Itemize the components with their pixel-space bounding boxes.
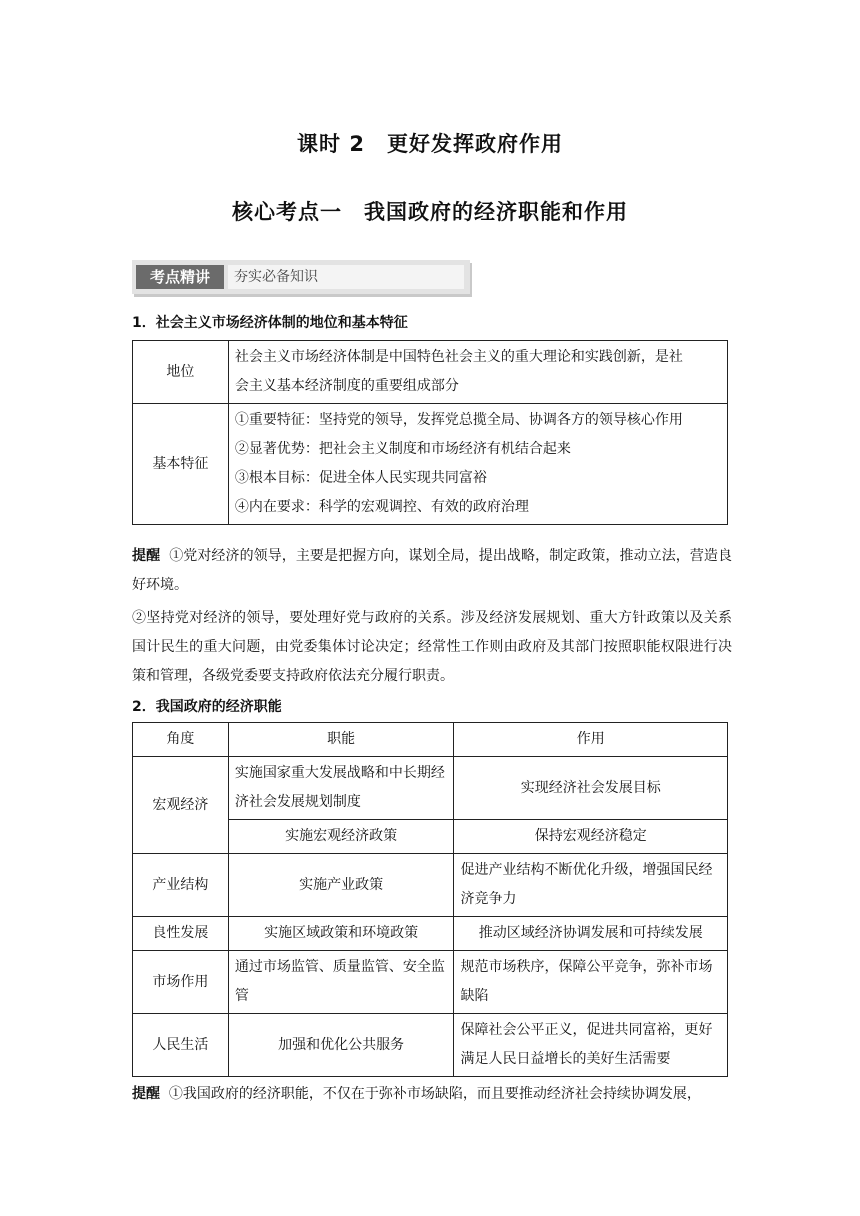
table-header-row	[133, 723, 728, 757]
row-content	[228, 404, 727, 525]
banner-caption: 夯实必备知识	[228, 265, 464, 289]
heading-1: 1．社会主义市场经济体制的地位和基本特征	[132, 315, 408, 331]
table-market-economy	[132, 340, 728, 525]
angle-cell: 产业结构	[133, 854, 229, 917]
section-title: 核心考点一 我国政府的经济职能和作用	[232, 200, 628, 224]
angle-cell: 良性发展	[133, 917, 229, 951]
column-header: 作用	[454, 723, 728, 757]
angle-cell: 人民生活	[133, 1014, 229, 1077]
role-cell: 保持宏观经济稳定	[454, 820, 728, 854]
role-cell: 规范市场秩序，保障公平竞争，弥补市场缺陷	[454, 951, 728, 1014]
role-cell: 推动区域经济协调发展和可持续发展	[454, 917, 728, 951]
tip-text: ①我国政府的经济职能，不仅在于弥补市场缺陷，而且要推动经济社会持续协调发展，	[168, 1086, 701, 1102]
content-line: ②显著优势：把社会主义制度和市场经济有机结合起来	[234, 441, 571, 457]
function-cell: 实施宏观经济政策	[228, 820, 454, 854]
function-cell: 加强和优化公共服务	[228, 1014, 454, 1077]
tip-text: ①党对经济的领导，主要是把握方向，谋划全局，提出战略，制定政策，推动立法，营造良好环境。	[132, 548, 733, 593]
heading-2: 2．我国政府的经济职能	[132, 699, 282, 715]
function-cell: 实施国家重大发展战略和中长期经济社会发展规划制度	[228, 757, 454, 820]
function-cell: 通过市场监管、质量监管、安全监管	[228, 951, 454, 1014]
content-line: 社会主义市场经济体制是中国特色社会主义的重大理论和实践创新，是社	[234, 349, 683, 365]
tip-paragraph-3	[132, 1080, 732, 1109]
angle-cell: 宏观经济	[133, 757, 229, 854]
tip-label: 提醒	[132, 548, 161, 564]
column-header: 职能	[228, 723, 454, 757]
lesson-title: 课时 2 更好发挥政府作用	[297, 132, 563, 156]
row-label: 地位	[133, 341, 229, 404]
content-line: ①重要特征：坚持党的领导，发挥党总揽全局、协调各方的领导核心作用	[234, 412, 683, 428]
function-cell: 实施产业政策	[228, 854, 454, 917]
table-row	[133, 1014, 728, 1077]
tip-label: 提醒	[132, 1086, 160, 1102]
content-line: 会主义基本经济制度的重要组成部分	[234, 378, 459, 394]
tip-paragraph-1	[132, 542, 732, 600]
function-cell: 实施区域政策和环境政策	[228, 917, 454, 951]
table-row	[133, 341, 728, 404]
row-label: 基本特征	[133, 404, 229, 525]
column-header: 角度	[133, 723, 229, 757]
section-banner	[132, 260, 470, 294]
table-row	[133, 917, 728, 951]
table-row	[133, 854, 728, 917]
content-line: ④内在要求：科学的宏观调控、有效的政府治理	[234, 499, 529, 515]
content-line: ③根本目标：促进全体人民实现共同富裕	[234, 470, 487, 486]
angle-cell: 市场作用	[133, 951, 229, 1014]
banner-label: 考点精讲	[136, 265, 224, 289]
role-cell: 保障社会公平正义，促进共同富裕，更好满足人民日益增长的美好生活需要	[454, 1014, 728, 1077]
role-cell: 实现经济社会发展目标	[454, 757, 728, 820]
table-row	[133, 951, 728, 1014]
table-economic-functions	[132, 722, 728, 1077]
row-content	[228, 341, 727, 404]
table-row	[133, 757, 728, 820]
tip-paragraph-2: ②坚持党对经济的领导，要处理好党与政府的关系。涉及经济发展规划、重大方针政策以及关系国计民生的重大问题，由党委集体讨论决定；经常性工作则由政府及其部门按照职能权限进行决策和管理，各级党委要支持政府依法充分履行职责。	[132, 610, 732, 684]
table-row	[133, 404, 728, 525]
role-cell: 促进产业结构不断优化升级，增强国民经济竞争力	[454, 854, 728, 917]
